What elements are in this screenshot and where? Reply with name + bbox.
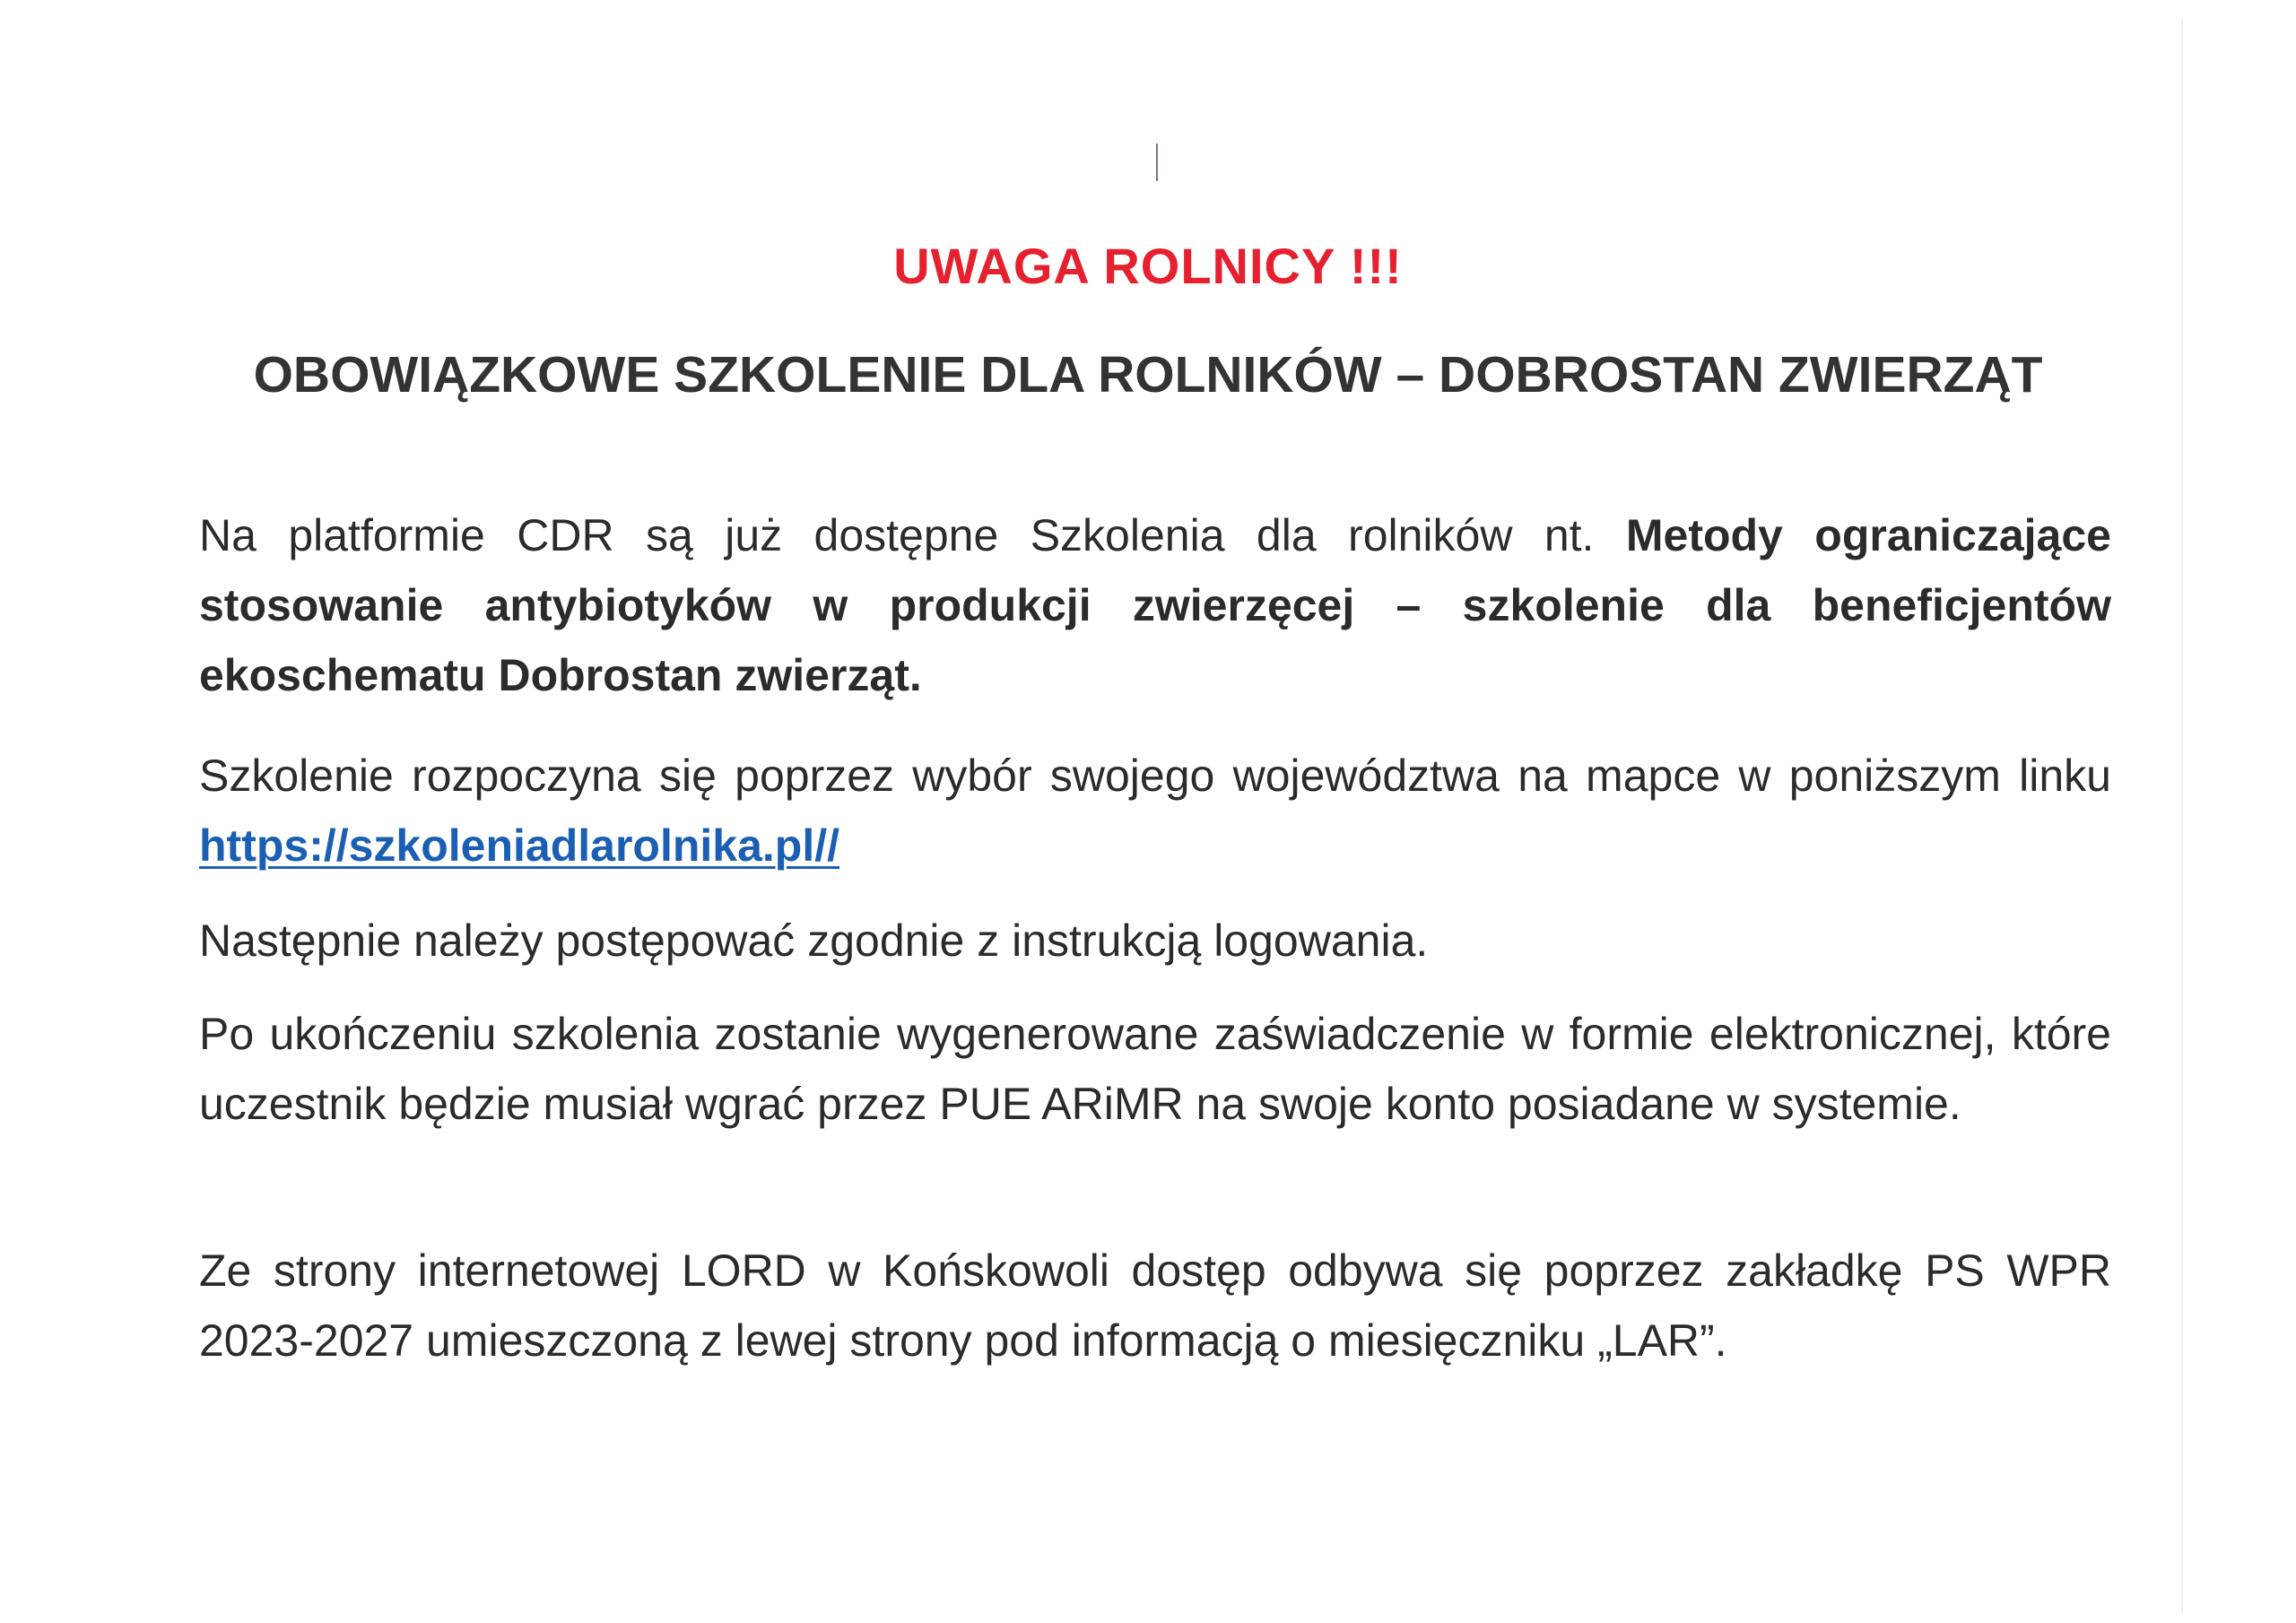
paragraph-intro-text: Na platformie CDR są już dostępne Szkolenia dla rolników nt. xyxy=(199,510,1626,560)
scan-mark xyxy=(1156,143,1158,181)
paragraph-website-access xyxy=(199,1236,2111,1376)
training-link[interactable]: https://szkoleniadlarolnika.pl// xyxy=(199,820,840,871)
training-name: Metody ograniczające stosowanie antybiotyków w produkcji zwierzęcej – szkolenie dla beneficjentów ekoschematu Dobrostan zwierząt. xyxy=(199,510,2111,700)
main-title: OBOWIĄZKOWE SZKOLENIE DLA ROLNIKÓW – DOBROSTAN ZWIERZĄT xyxy=(253,346,2043,404)
paragraph-training-info xyxy=(199,500,2111,710)
website-access-line-1: Ze strony internetowej LORD w Końskowoli dostęp odbywa się poprzez zakładkę PS WPR xyxy=(199,1245,2111,1296)
paragraph-login-instructions: Następnie należy postępować zgodnie z instrukcją logowania. xyxy=(199,916,1429,966)
website-access-line-2: 2023-2027 umieszczoną z lewej strony pod informacją o miesięczniku „LAR”. xyxy=(199,1315,1727,1366)
paragraph-certificate-info: Po ukończeniu szkolenia zostanie wygenerowane zaświadczenie w formie elektronicznej, które uczestnik będzie musiał wgrać przez PUE ARiMR na swoje konto posiadane w systemie. xyxy=(199,1009,2111,1129)
alert-title: UWAGA ROLNICY !!! xyxy=(893,238,1403,294)
paragraph-start-instructions xyxy=(199,741,2111,881)
paragraph-start-text: Szkolenie rozpoczyna się poprzez wybór swojego województwa na mapce w poniższym linku xyxy=(199,751,2111,801)
